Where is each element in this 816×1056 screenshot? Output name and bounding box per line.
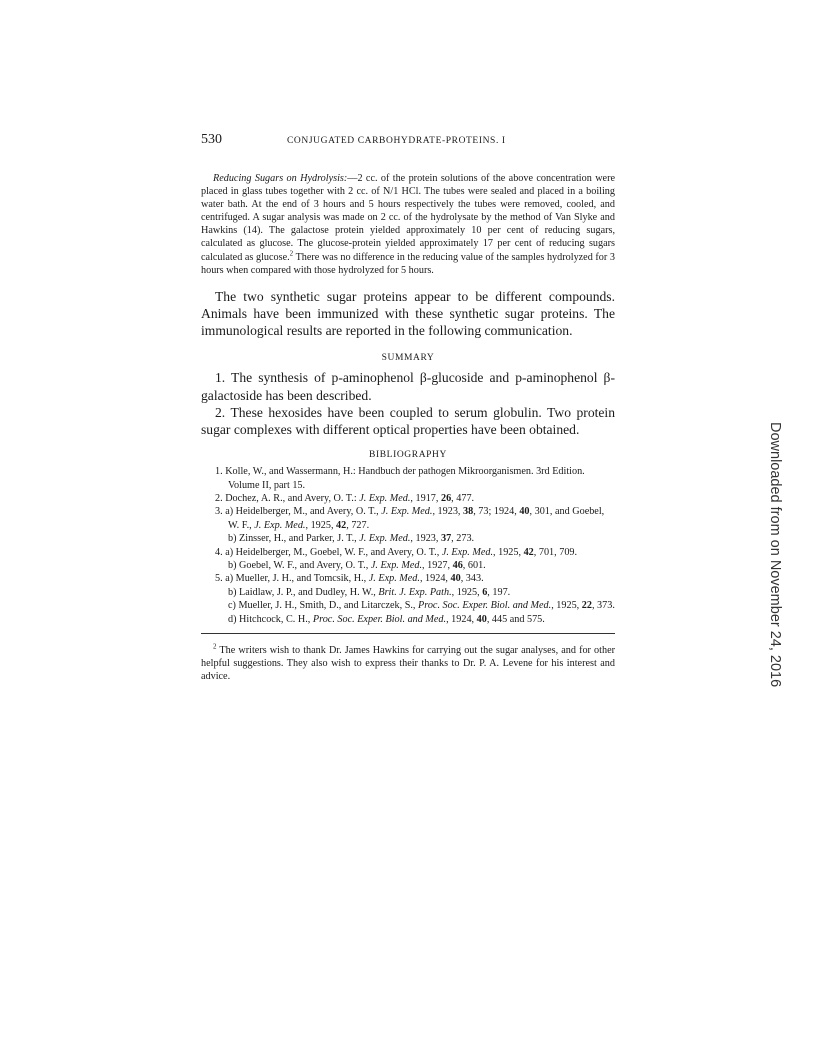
summary-item: 2. These hexosides have been coupled to serum globulin. Two protein sugar complexes with different optical properties have been obtained.	[201, 404, 615, 437]
bib-entry	[201, 572, 615, 585]
bib-text: 3. a) Heidelberger, M., and Avery, O. T.,	[215, 506, 382, 518]
bib-text: d) Hitchcock, C. H.,	[228, 613, 313, 625]
bib-journal: J. Exp. Med.	[368, 573, 420, 585]
bib-text: , 373.	[591, 600, 615, 612]
running-head: CONJUGATED CARBOHYDRATE-PROTEINS. I	[287, 136, 506, 146]
bib-volume: 40	[450, 573, 461, 585]
bibliography-title: BIBLIOGRAPHY	[369, 450, 447, 461]
bib-text: , 73; 1924,	[473, 506, 520, 518]
bib-entry	[201, 505, 615, 532]
page-number: 530	[201, 132, 222, 147]
footnote-ref: 2	[289, 249, 294, 258]
bib-entry	[201, 546, 615, 559]
bib-entry	[201, 586, 615, 599]
bib-text: , 343.	[460, 573, 484, 585]
bib-text: , 1924,	[419, 573, 451, 585]
bib-journal: J. Exp. Med.	[254, 519, 306, 531]
bib-volume: 46	[452, 560, 463, 572]
bib-journal: J. Exp. Med.	[441, 546, 494, 558]
summary-title: SUMMARY	[381, 353, 435, 364]
page-header	[201, 132, 615, 156]
bib-entry	[201, 599, 615, 612]
bib-text: , 445 and 575.	[486, 613, 545, 625]
footnote-text: The writers wish to thank Dr. James Hawkins for carrying out the sugar analyses, and for other helpful suggestions. They also wish to express their thanks to Dr. P. A. Levene for his interest and advice.	[201, 645, 615, 683]
bib-text: , 273.	[451, 533, 475, 545]
bib-journal: Proc. Soc. Exper. Biol. and Med.	[418, 600, 552, 612]
bib-journal: Proc. Soc. Exper. Biol. and Med.	[312, 613, 447, 625]
bib-volume: 40	[519, 506, 530, 518]
page-content	[201, 132, 615, 694]
footnote-divider	[201, 633, 615, 634]
bib-text: , 1925,	[551, 600, 582, 612]
footnote	[201, 644, 615, 683]
bib-entry	[201, 492, 615, 505]
bib-text: , 1925,	[305, 519, 337, 531]
bib-text: 2. Dochez, A. R., and Avery, O. T.:	[215, 492, 360, 504]
bib-text: , 1925,	[451, 586, 483, 598]
bib-text: 4. a) Heidelberger, M., Goebel, W. F., and Avery, O. T.,	[215, 546, 442, 558]
download-watermark-text: Downloaded from on November 24, 2016	[767, 422, 783, 688]
bib-entry	[201, 465, 615, 492]
bib-text: b) Zinsser, H., and Parker, J. T.,	[228, 533, 360, 545]
bib-volume: 42	[523, 546, 534, 558]
bib-text: 1. Kolle, W., and Wassermann, H.: Handbuch der pathogen Mikroorganismen. 3rd Edition. Volume II, part 15.	[215, 466, 585, 491]
bib-text: , 1923,	[432, 506, 463, 518]
bib-entry	[201, 613, 615, 626]
reducing-sugars-text: —2 cc. of the protein solutions of the above concentration were placed in glass tubes together with 2 cc. of N/1 HCl. The tubes were sealed and placed in a boiling water bath. At the end of 3 hours and 5 hours respectively the tubes were removed, cooled, and centrifuged. A sugar analysis was made on 2 cc. of the hydrolysate by the method of Van Slyke and Hawkins (14). The galactose protein yielded approximately 10 per cent of reducing sugars, calculated as glucose. The glucose-protein yielded approximately 17 per cent of reducing sugars calculated as glucose.	[201, 173, 615, 263]
bib-volume: 42	[336, 519, 347, 531]
reducing-sugars-heading: Reducing Sugars on Hydrolysis:	[213, 173, 348, 184]
bib-journal: J. Exp. Med.	[359, 492, 411, 504]
bib-text: , 477.	[451, 492, 475, 504]
bib-text: , 1924,	[446, 613, 477, 625]
bib-journal: J. Exp. Med.	[381, 506, 433, 518]
bib-volume: 22	[581, 600, 592, 612]
bib-entry	[201, 532, 615, 545]
bib-text: , 701, 709.	[533, 546, 578, 558]
bib-text: , 601.	[462, 560, 486, 572]
bib-journal: J. Exp. Med.	[370, 560, 423, 572]
bib-text: , 1917,	[410, 492, 441, 504]
bib-text: , 1923,	[410, 533, 441, 545]
conclusion-paragraph: The two synthetic sugar proteins appear to be different compounds. Animals have been immunized with these synthetic sugar proteins. The immunological results are reported in the following communication.	[201, 288, 615, 339]
bib-text: 5. a) Mueller, J. H., and Tomcsik, H.,	[215, 573, 369, 585]
footnote-mark: 2	[213, 642, 217, 651]
bib-volume: 40	[476, 613, 487, 625]
bib-text: , 197.	[487, 586, 511, 598]
summary-list	[201, 369, 615, 438]
download-watermark	[760, 422, 790, 688]
bibliography-list	[201, 465, 615, 626]
bib-text: , 1927,	[422, 560, 453, 572]
bib-volume: 37	[440, 533, 452, 545]
bib-text: , 727.	[346, 519, 370, 531]
bib-volume: 6	[482, 586, 488, 598]
bib-journal: Brit. J. Exp. Path.	[378, 586, 452, 598]
bib-volume: 26	[440, 492, 452, 504]
bib-entry	[201, 559, 615, 572]
bib-volume: 38	[463, 506, 474, 518]
bib-text: c) Mueller, J. H., Smith, D., and Litarczek, S.,	[228, 600, 419, 612]
summary-item: 1. The synthesis of p-aminophenol β-glucoside and p-aminophenol β-galactoside has been described.	[201, 370, 615, 403]
bib-text: , 1925,	[493, 546, 524, 558]
bib-text: b) Laidlaw, J. P., and Dudley, H. W.,	[228, 586, 379, 598]
reducing-sugars-text-after: There was no difference in the reducing value of the samples hydrolyzed for 3 hours when compared with those hydrolyzed for 5 hours.	[201, 251, 615, 276]
bib-journal: J. Exp. Med.	[359, 533, 411, 545]
reducing-sugars-paragraph	[201, 172, 615, 277]
bib-text: b) Goebel, W. F., and Avery, O. T.,	[228, 560, 371, 572]
bib-text: , 301, and Goebel, W. F.,	[228, 506, 605, 531]
